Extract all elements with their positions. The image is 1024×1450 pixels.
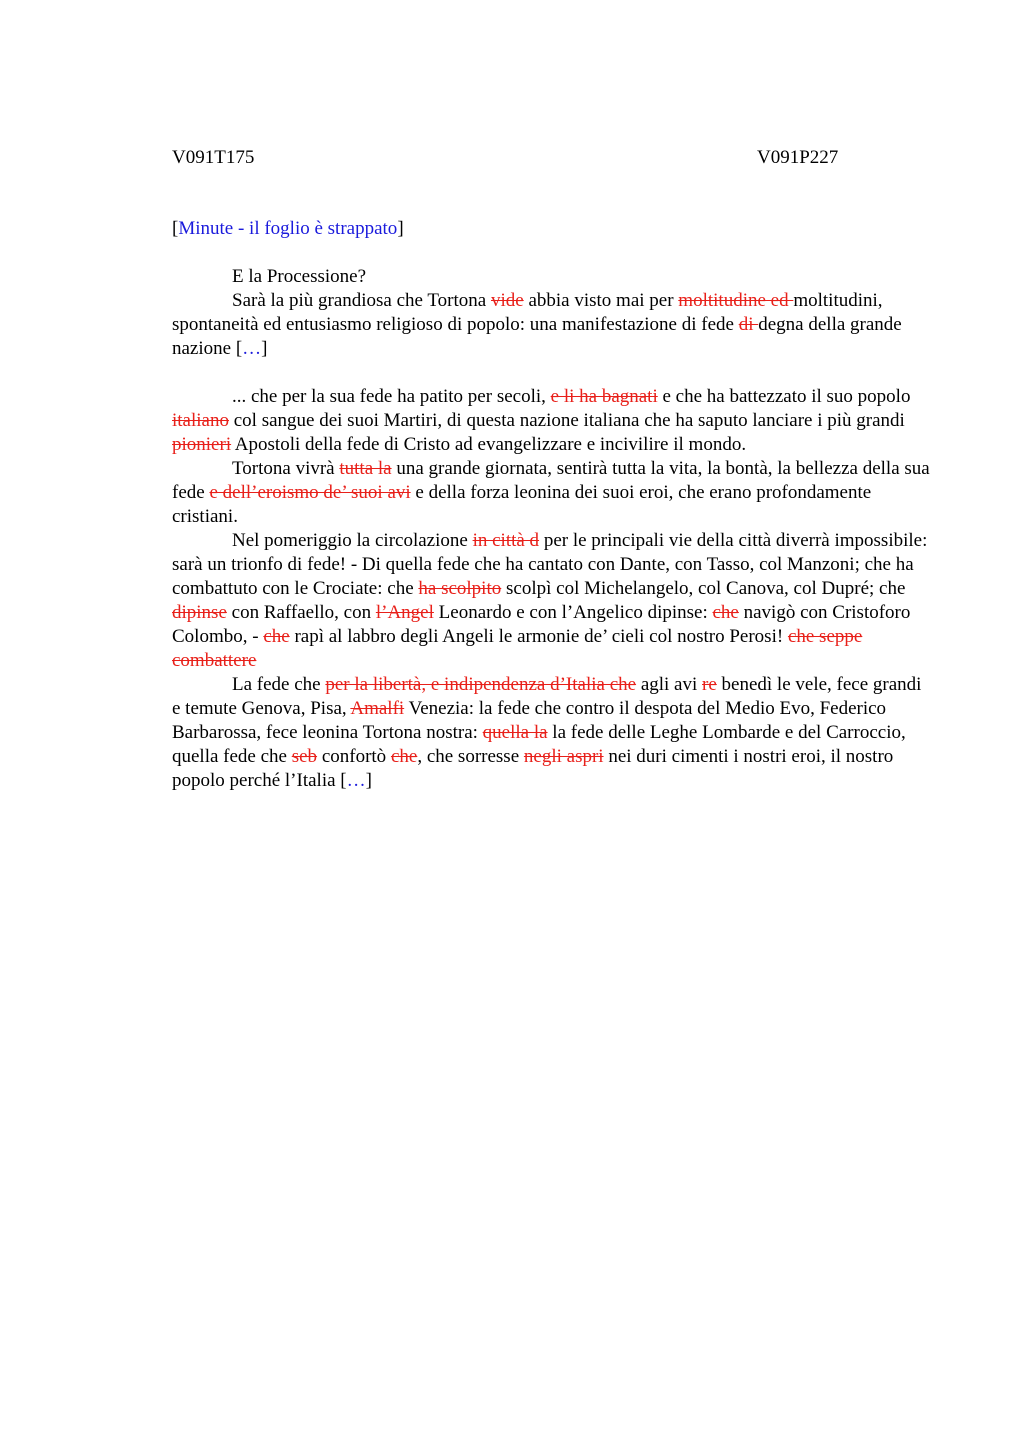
deleted-text: quella la [482,722,548,743]
deleted-text: Amalfi [350,698,405,719]
deleted-text: negli aspri [523,746,604,767]
paragraph [172,673,932,793]
deleted-text: ha scolpito [418,578,502,599]
deleted-text: pionieri [172,434,232,455]
text-segment: la fede delle Leghe Lombarde e del Carroccio, quella fede che [172,722,906,767]
text-segment: Leonardo e con l’Angelico dipinse: [433,602,713,623]
document-body [172,265,932,793]
text-segment: e della forza leonina dei suoi eroi, che erano profondamente cristiani. [172,482,872,527]
note-text: Minute - il foglio è strappato [178,218,398,239]
text-segment: scolpì col Michelangelo, col Canova, col Dupré; che [501,578,906,599]
editorial-note [172,217,404,241]
document-code-left: V091T175 [172,147,255,168]
deleted-text: che [712,602,739,623]
paragraph [172,385,932,457]
deleted-text: e li ha bagnati [550,386,658,407]
deleted-text: l’Angel [375,602,434,623]
deleted-text: seb [291,746,318,767]
text-segment: navigò con Cristoforo Colombo, - [172,602,911,647]
deleted-text: moltitudine ed [678,290,794,311]
note-close-bracket: ] [397,218,404,239]
text-segment: , che sorresse [417,746,524,767]
deleted-text: italiano [172,410,229,431]
paragraph [172,457,932,529]
text-segment: Tortona vivrà [232,458,340,479]
deleted-text: tutta la [339,458,392,479]
paragraph [172,265,932,289]
deleted-text: che seppe combattere [172,626,863,671]
paragraph [172,289,932,361]
deleted-text: e dell’eroismo de’ suoi avi [209,482,411,503]
deleted-text: di [738,314,759,335]
text-segment: confortò [317,746,391,767]
text-segment: e che ha battezzato il suo popolo [657,386,911,407]
deleted-text: che [390,746,418,767]
text-segment: Apostoli della fede di Cristo ad evangelizzare e incivilire il mondo. [231,434,747,455]
deleted-text: vide [490,290,524,311]
ellipsis-mark: … [346,770,366,791]
text-segment: Venezia: la fede che contro il despota del Medio Evo, Federico Barbarossa, fece leonina Tortona nostra: [172,698,887,743]
deleted-text: per la libertà, e indipendenza d’Italia che [325,674,637,695]
note-open-bracket: [ [172,218,179,239]
text-segment: per le principali vie della città diverrà impossibile: sarà un trionfo di fede! - Di quella fede che ha cantato con Dante, con Tasso, col Manzoni; che ha combattuto con le Crociate: che [172,530,928,599]
text-segment: La fede che [232,674,326,695]
ellipsis-mark: … [242,338,262,359]
text-segment: col sangue dei suoi Martiri, di questa nazione italiana che ha saputo lanciare i più grandi [228,410,905,431]
deleted-text: re [702,674,717,695]
text-segment: ] [365,770,372,791]
text-segment: ] [261,338,268,359]
document-code-right: V091P227 [757,147,839,168]
text-segment: benedì le vele, fece grandi e temute Genova, Pisa, [172,674,922,719]
text-segment: ... che per la sua fede ha patito per secoli, [232,386,551,407]
deleted-text: che [263,626,290,647]
text-segment: Sarà la più grandiosa che Tortona [232,290,491,311]
deleted-text: in città d [472,530,540,551]
text-segment: abbia visto mai per [523,290,679,311]
text-segment: moltitudini, spontaneità ed entusiasmo religioso di popolo: una manifestazione di fede [172,290,883,335]
text-segment: agli avi [636,674,703,695]
text-segment: nei duri cimenti i nostri eroi, il nostro popolo perché l’Italia [ [172,746,894,791]
text-segment: Nel pomeriggio la circolazione [232,530,473,551]
text-segment: rapì al labbro degli Angeli le armonie de’ cieli col nostro Perosi! [289,626,788,647]
text-segment: una grande giornata, sentirà tutta la vita, la bontà, la bellezza della sua fede [172,458,930,503]
paragraph [172,529,932,673]
text-segment: E la Processione? [232,266,367,287]
text-segment: con Raffaello, con [226,602,376,623]
deleted-text: dipinse [172,602,227,623]
text-segment: degna della grande nazione [ [172,314,902,359]
